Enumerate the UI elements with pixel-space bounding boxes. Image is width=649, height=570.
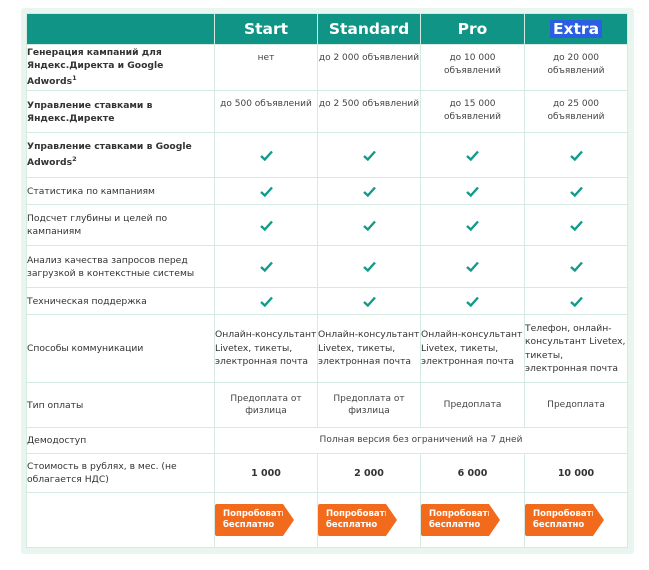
- plan-value: нет: [215, 45, 318, 91]
- plan-value: Онлайн-консультант Livetex, тикеты, электронная почта: [421, 315, 525, 383]
- plan-value: до 15 000 объявлений: [421, 91, 525, 133]
- check-cell: [525, 205, 628, 246]
- plan-value: Предоплата от физлица: [215, 383, 318, 428]
- check-icon: [466, 186, 479, 197]
- plan-value: до 25 000 объявлений: [525, 91, 628, 133]
- check-cell: [421, 205, 525, 246]
- check-cell: [215, 205, 318, 246]
- check-cell: [421, 133, 525, 178]
- check-icon: [363, 296, 376, 307]
- check-cell: [525, 246, 628, 288]
- plan-header-start: Start: [215, 14, 318, 45]
- plan-price: 6 000: [421, 454, 525, 493]
- feature-label: Управление ставками в Яндекс.Директе: [27, 91, 215, 133]
- feature-label: Стоимость в рублях, в мес. (не облагается НДС): [27, 454, 215, 493]
- cta-row-empty: [27, 493, 215, 548]
- table-row: [27, 246, 628, 288]
- check-cell: [318, 246, 421, 288]
- check-cell: [318, 178, 421, 205]
- feature-label: Демодоступ: [27, 428, 215, 454]
- table-row: [27, 133, 628, 178]
- check-cell: [215, 178, 318, 205]
- cta-cell: [525, 493, 628, 548]
- plan-price: 10 000: [525, 454, 628, 493]
- table-row: [27, 383, 628, 428]
- cta-row: [27, 493, 628, 548]
- header-corner: [27, 14, 215, 45]
- plan-header-pro: Pro: [421, 14, 525, 45]
- check-cell: [525, 178, 628, 205]
- pricing-table: [26, 13, 628, 548]
- cta-cell: [318, 493, 421, 548]
- plan-value: до 20 000 объявлений: [525, 45, 628, 91]
- check-icon: [363, 220, 376, 231]
- check-cell: [525, 133, 628, 178]
- feature-label: Управление ставками в Google Adwords$^2$: [27, 133, 215, 178]
- demo-access-value: Полная версия без ограничений на 7 дней: [215, 428, 628, 454]
- check-icon: [466, 261, 479, 272]
- check-icon: [260, 186, 273, 197]
- table-row: [27, 454, 628, 493]
- table-row: [27, 91, 628, 133]
- table-row: [27, 178, 628, 205]
- feature-label: Статистика по кампаниям: [27, 178, 215, 205]
- check-icon: [466, 150, 479, 161]
- plan-value: Предоплата от физлица: [318, 383, 421, 428]
- plan-value: Онлайн-консультант Livetex, тикеты, электронная почта: [215, 315, 318, 383]
- check-cell: [215, 246, 318, 288]
- plan-price: 2 000: [318, 454, 421, 493]
- check-icon: [363, 186, 376, 197]
- plan-value: до 2 500 объявлений: [318, 91, 421, 133]
- cta-cell: [421, 493, 525, 548]
- feature-label: Анализ качества запросов перед загрузкой в контекстные системы: [27, 246, 215, 288]
- check-cell: [318, 288, 421, 315]
- feature-label: Способы коммуникации: [27, 315, 215, 383]
- check-icon: [260, 296, 273, 307]
- check-icon: [466, 296, 479, 307]
- plan-value: Предоплата: [525, 383, 628, 428]
- table-row: [27, 315, 628, 383]
- check-icon: [570, 296, 583, 307]
- check-icon: [570, 150, 583, 161]
- check-cell: [215, 288, 318, 315]
- check-icon: [570, 186, 583, 197]
- try-free-button-standard[interactable]: Попробовать бесплатно: [318, 504, 386, 536]
- check-cell: [421, 288, 525, 315]
- plan-value: Телефон, онлайн-консультант Livetex, тикеты, электронная почта: [525, 315, 628, 383]
- plan-price: 1 000: [215, 454, 318, 493]
- check-icon: [570, 261, 583, 272]
- plan-value: Предоплата: [421, 383, 525, 428]
- feature-label: Тип оплаты: [27, 383, 215, 428]
- feature-label: Техническая поддержка: [27, 288, 215, 315]
- check-icon: [570, 220, 583, 231]
- feature-label: Генерация кампаний для Яндекс.Директа и Google Adwords$^1$: [27, 45, 215, 91]
- check-icon: [363, 150, 376, 161]
- try-free-button-start[interactable]: Попробовать бесплатно: [215, 504, 283, 536]
- plan-value: Онлайн-консультант Livetex, тикеты, электронная почта: [318, 315, 421, 383]
- check-cell: [421, 178, 525, 205]
- check-icon: [260, 220, 273, 231]
- table-row: [27, 205, 628, 246]
- cta-cell: [215, 493, 318, 548]
- plan-value: до 2 000 объявлений: [318, 45, 421, 91]
- check-icon: [260, 261, 273, 272]
- try-free-button-extra[interactable]: Попробовать бесплатно: [525, 504, 593, 536]
- plan-header-standard: Standard: [318, 14, 421, 45]
- check-icon: [466, 220, 479, 231]
- table-row: [27, 428, 628, 454]
- check-icon: [260, 150, 273, 161]
- check-cell: [525, 288, 628, 315]
- check-icon: [363, 261, 376, 272]
- selected-text-highlight: Extra: [550, 20, 602, 38]
- feature-label: Подсчет глубины и целей по кампаниям: [27, 205, 215, 246]
- plan-value: до 500 объявлений: [215, 91, 318, 133]
- plan-header-extra: [525, 14, 628, 45]
- table-row: [27, 288, 628, 315]
- plan-value: до 10 000 объявлений: [421, 45, 525, 91]
- check-cell: [318, 133, 421, 178]
- table-row: [27, 45, 628, 91]
- check-cell: [318, 205, 421, 246]
- try-free-button-pro[interactable]: Попробовать бесплатно: [421, 504, 489, 536]
- check-cell: [215, 133, 318, 178]
- check-cell: [421, 246, 525, 288]
